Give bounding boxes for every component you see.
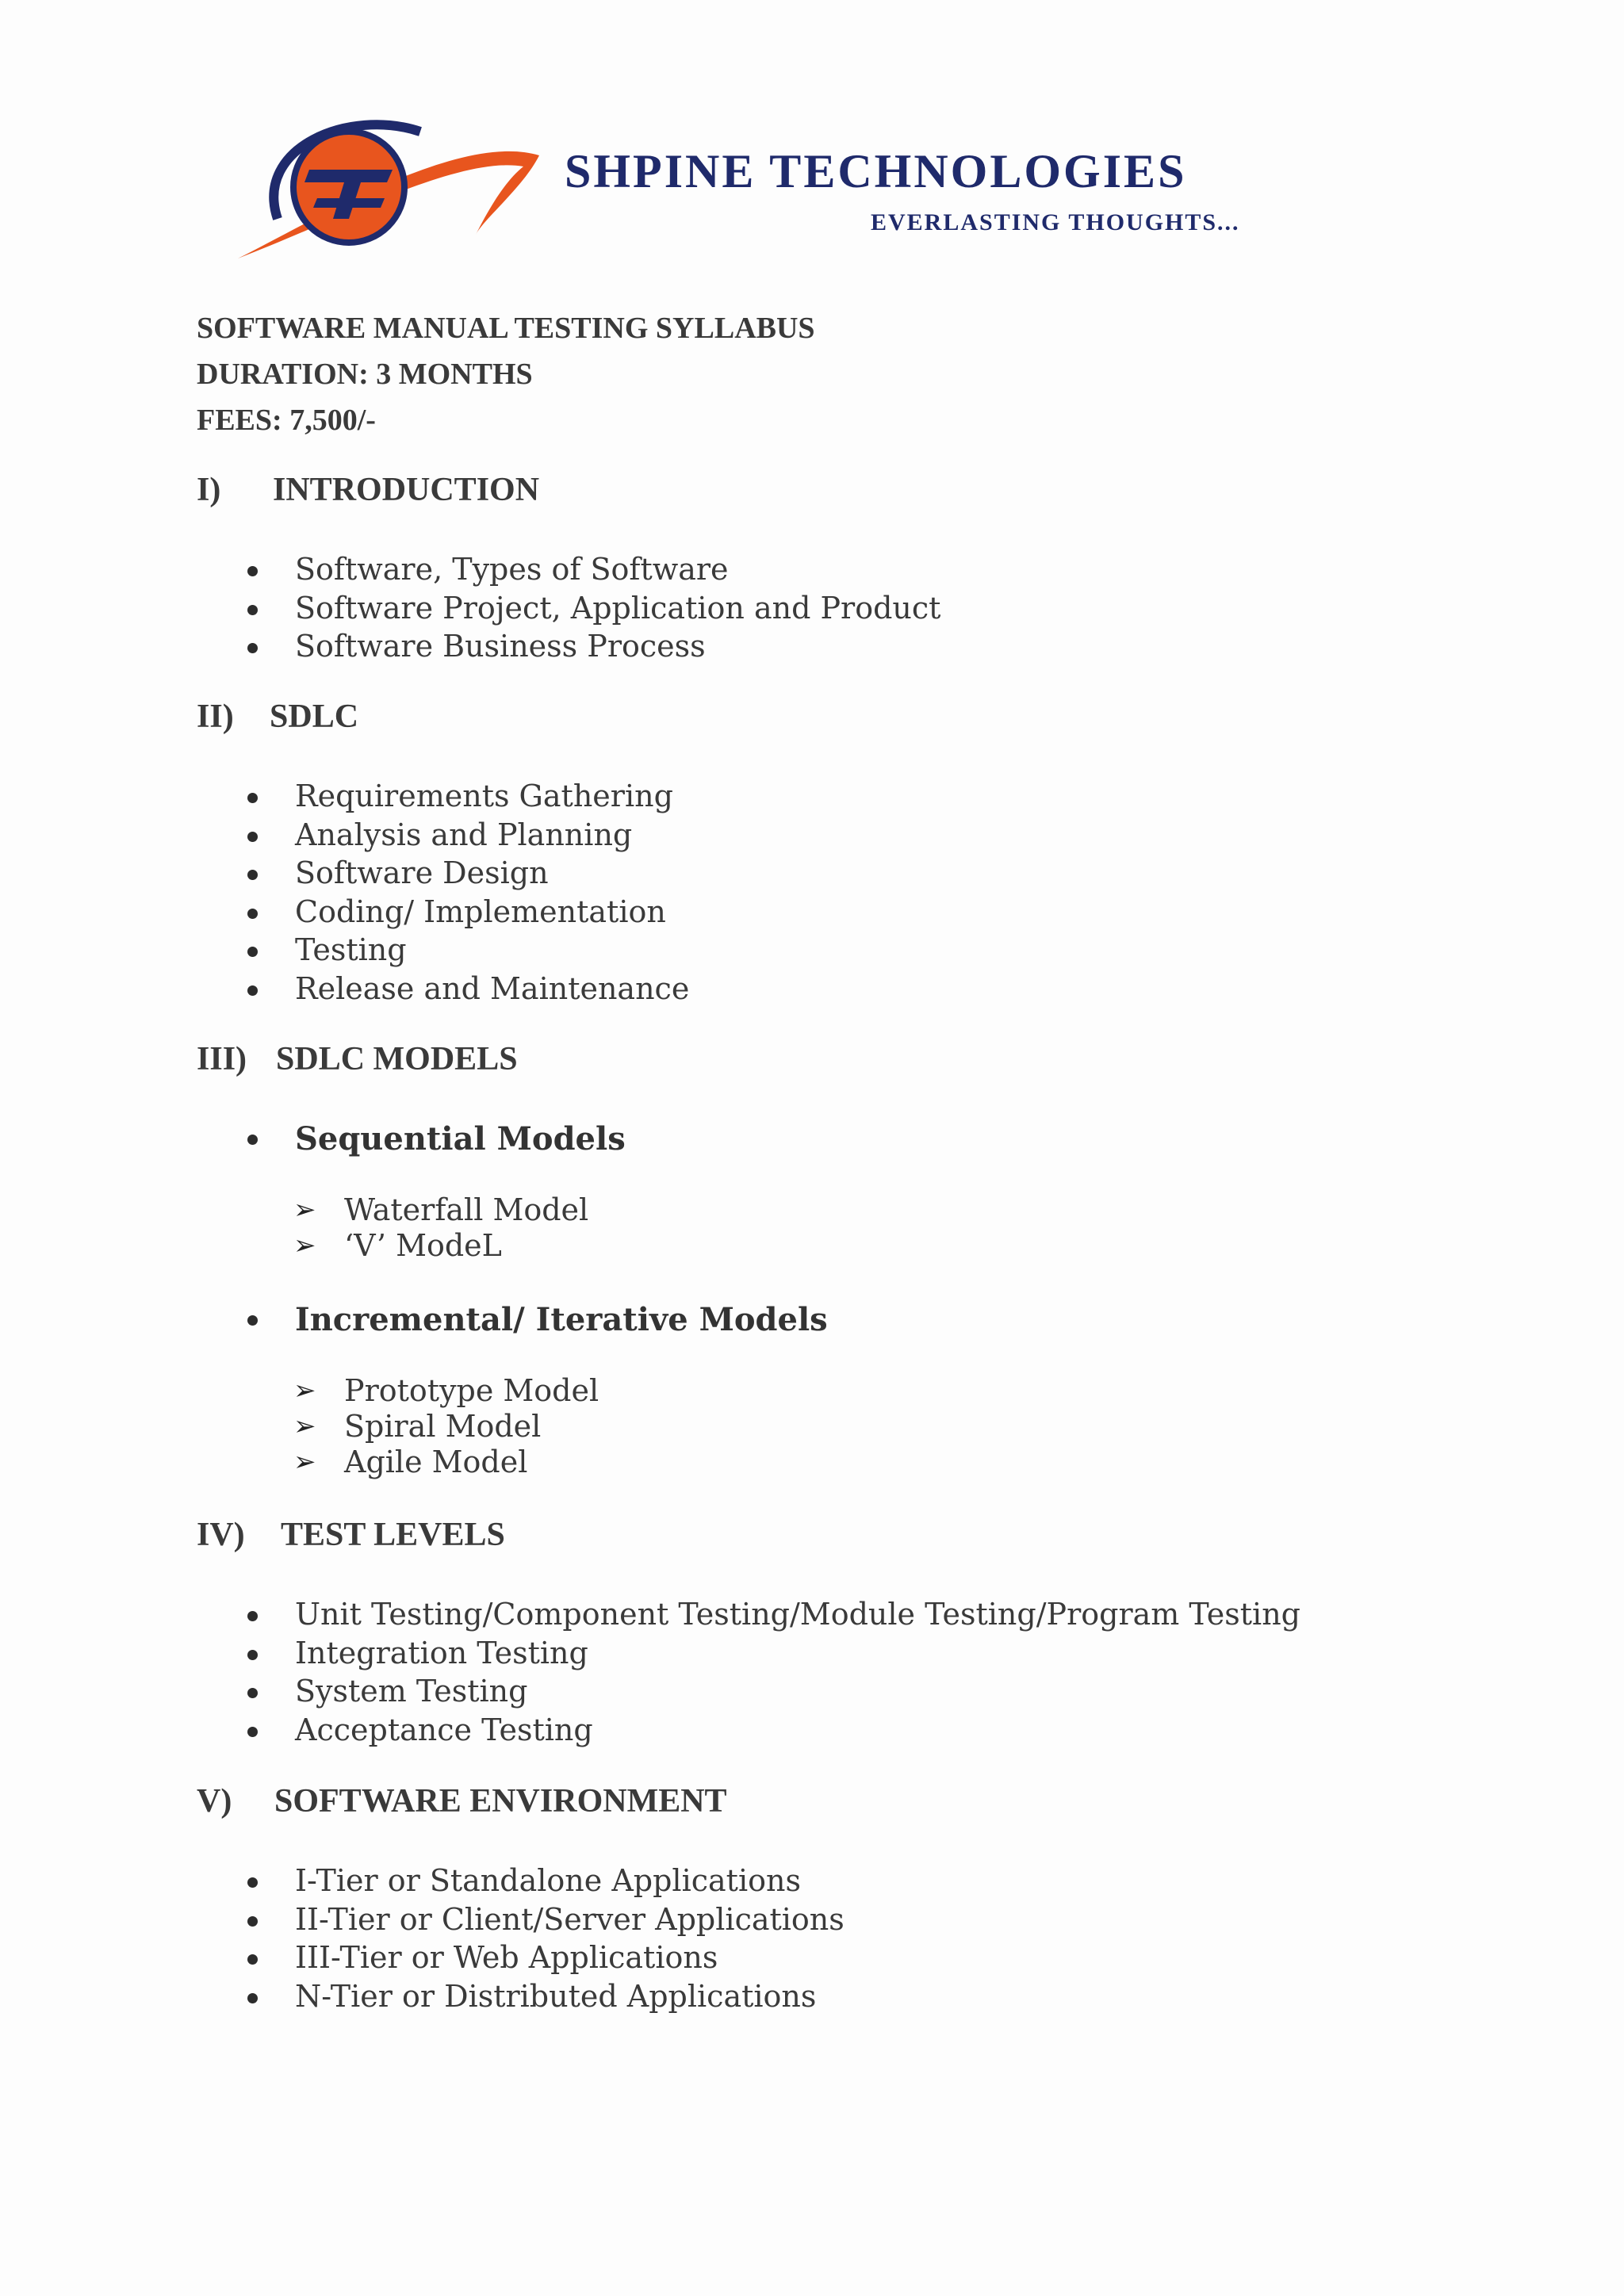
brand-name: SHPINE TECHNOLOGIES <box>565 145 1187 197</box>
logo-emblem-icon <box>222 100 555 274</box>
section-number: V) <box>197 1783 232 1820</box>
section-number: II) <box>197 698 234 735</box>
section-number: III) <box>197 1041 247 1077</box>
section-title: SDLC MODELS <box>276 1041 518 1077</box>
section-heading-test-levels <box>197 1516 505 1554</box>
course-duration: DURATION: 3 MONTHS <box>197 358 533 391</box>
section-number: IV) <box>197 1517 245 1553</box>
arrow-bullet-icon: ➢ <box>293 1375 316 1406</box>
section-title: TEST LEVELS <box>281 1517 505 1553</box>
document-title: SOFTWARE MANUAL TESTING SYLLABUS <box>197 312 815 345</box>
section-heading-software-environment <box>197 1782 727 1820</box>
section-number: I) <box>197 472 221 508</box>
company-logo <box>222 100 1332 274</box>
section-heading-sdlc <box>197 698 359 736</box>
section-title: INTRODUCTION <box>273 472 540 508</box>
syllabus-page: SHPINE TECHNOLOGIES EVERLASTING THOUGHTS... SOFTWARE MANUAL TESTING SYLLABUS DURATION: 3 MONTHS FEES: 7,500/- I) INTRODUCTION Software, Types of Software Software Project, Application and Product Software Business Process II) SDLC Requirements Gathering Analysis and Planning Software Design Coding/ Implementation Testing Release and Maintenance III) SDLC MODELS Sequential Models ➢ Waterfall Model ➢ ‘V’ ModeL Incremental/ Iterative Models ➢ Prototype Model ➢ Spiral Model ➢ Agile Model IV) TEST LEVELS Unit Testing/Component Testing/Module Testing/Program Testing Integration Testing System Testing Acceptance Testing V) SOFTWARE ENVIRONMENT I-Tier or Standalone Applications II-Tier or Client/Server Applications III-Tier or Web Applications N-Tier or Distributed Applications <box>0 0 1624 2296</box>
section-heading-introduction <box>197 471 540 509</box>
section-title: SDLC <box>270 698 359 735</box>
section-heading-sdlc-models <box>197 1040 518 1078</box>
course-fees: FEES: 7,500/- <box>197 404 376 437</box>
section-title: SOFTWARE ENVIRONMENT <box>274 1783 727 1820</box>
course-meta <box>197 308 815 446</box>
arrow-bullet-icon: ➢ <box>293 1230 316 1261</box>
arrow-bullet-icon: ➢ <box>293 1446 316 1478</box>
arrow-bullet-icon: ➢ <box>293 1410 316 1442</box>
brand-tagline: EVERLASTING THOUGHTS... <box>871 209 1240 235</box>
arrow-bullet-icon: ➢ <box>293 1194 316 1226</box>
